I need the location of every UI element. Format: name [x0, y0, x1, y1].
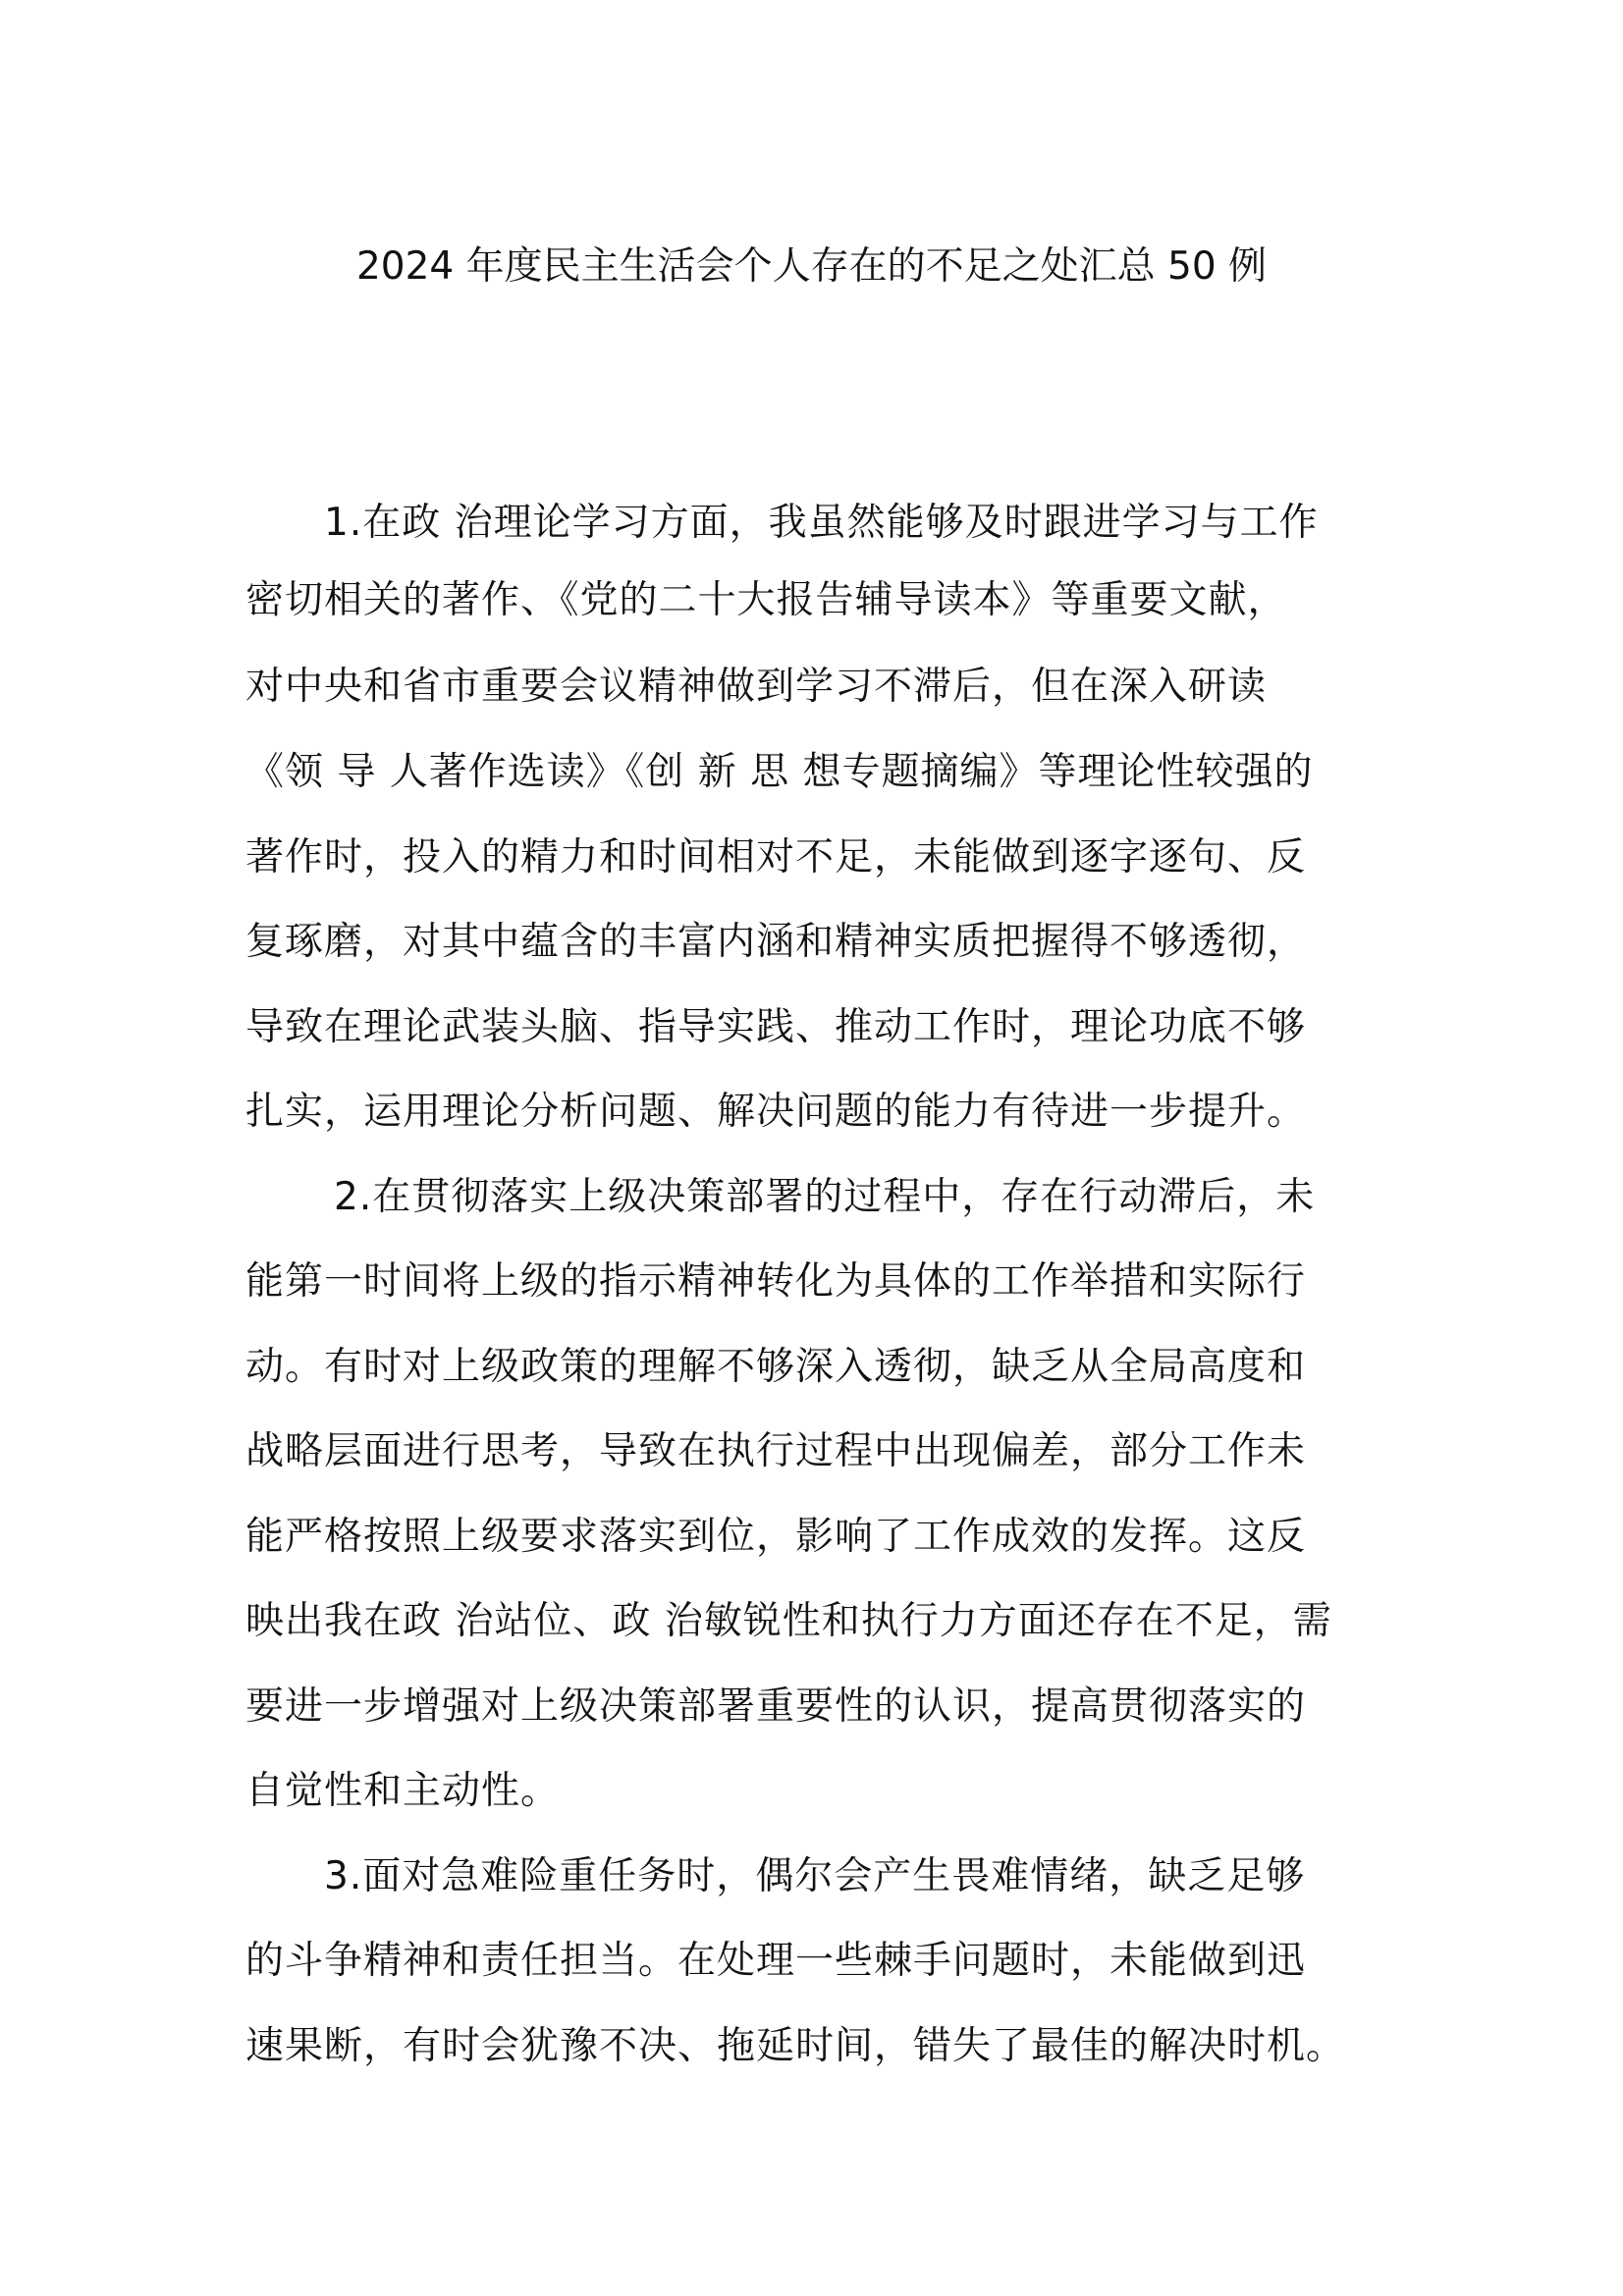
text-line: 密切相关的著作、《党的二十大报告辅导读本》等重要文献，	[245, 578, 1287, 622]
text-line: 的斗争精神和责任担当。在处理一些棘手问题时，未能做到迅	[245, 1939, 1307, 1983]
text-line: 2.在贯彻落实上级决策部署的过程中，存在行动滞后，未	[334, 1175, 1316, 1219]
text-line: 动。有时对上级政策的理解不够深入透彻，缺乏从全局高度和	[245, 1345, 1307, 1389]
text-line: 战略层面进行思考，导致在执行过程中出现偏差，部分工作未	[245, 1429, 1307, 1473]
text-line: 要进一步增强对上级决策部署重要性的认识，提高贯彻落实的	[245, 1684, 1307, 1729]
text-line: 能严格按照上级要求落实到位，影响了工作成效的发挥。这反	[245, 1515, 1307, 1559]
text-line: 导致在理论武装头脑、指导实践、推动工作时，理论功底不够	[245, 1005, 1307, 1049]
text-line: 映出我在政 治站位、政 治敏锐性和执行力方面还存在不足，需	[245, 1599, 1332, 1643]
text-line: 对中央和省市重要会议精神做到学习不滞后，但在深入研读	[245, 665, 1268, 709]
text-line: 著作时，投入的精力和时间相对不足，未能做到逐字逐句、反	[245, 835, 1307, 880]
text-line: 速果断，有时会犹豫不决、拖延时间，错失了最佳的解决时机。	[245, 2024, 1346, 2068]
document-title: 2024 年度民主生活会个人存在的不足之处汇总 50 例	[355, 244, 1268, 289]
text-line: 能第一时间将上级的指示精神转化为具体的工作举措和实际行	[245, 1259, 1307, 1304]
text-line: 扎实，运用理论分析问题、解决问题的能力有待进一步提升。	[245, 1090, 1307, 1134]
text-line: 自觉性和主动性。	[245, 1769, 561, 1813]
text-line: 3.面对急难险重任务时，偶尔会产生畏难情绪，缺乏足够	[324, 1854, 1306, 1898]
text-line: 《领 导 人著作选读》《创 新 思 想专题摘编》等理论性较强的	[245, 750, 1314, 794]
text-line: 复琢磨，对其中蕴含的丰富内涵和精神实质把握得不够透彻，	[245, 920, 1307, 964]
text-line: 1.在政 治理论学习方面，我虽然能够及时跟进学习与工作	[324, 501, 1319, 545]
